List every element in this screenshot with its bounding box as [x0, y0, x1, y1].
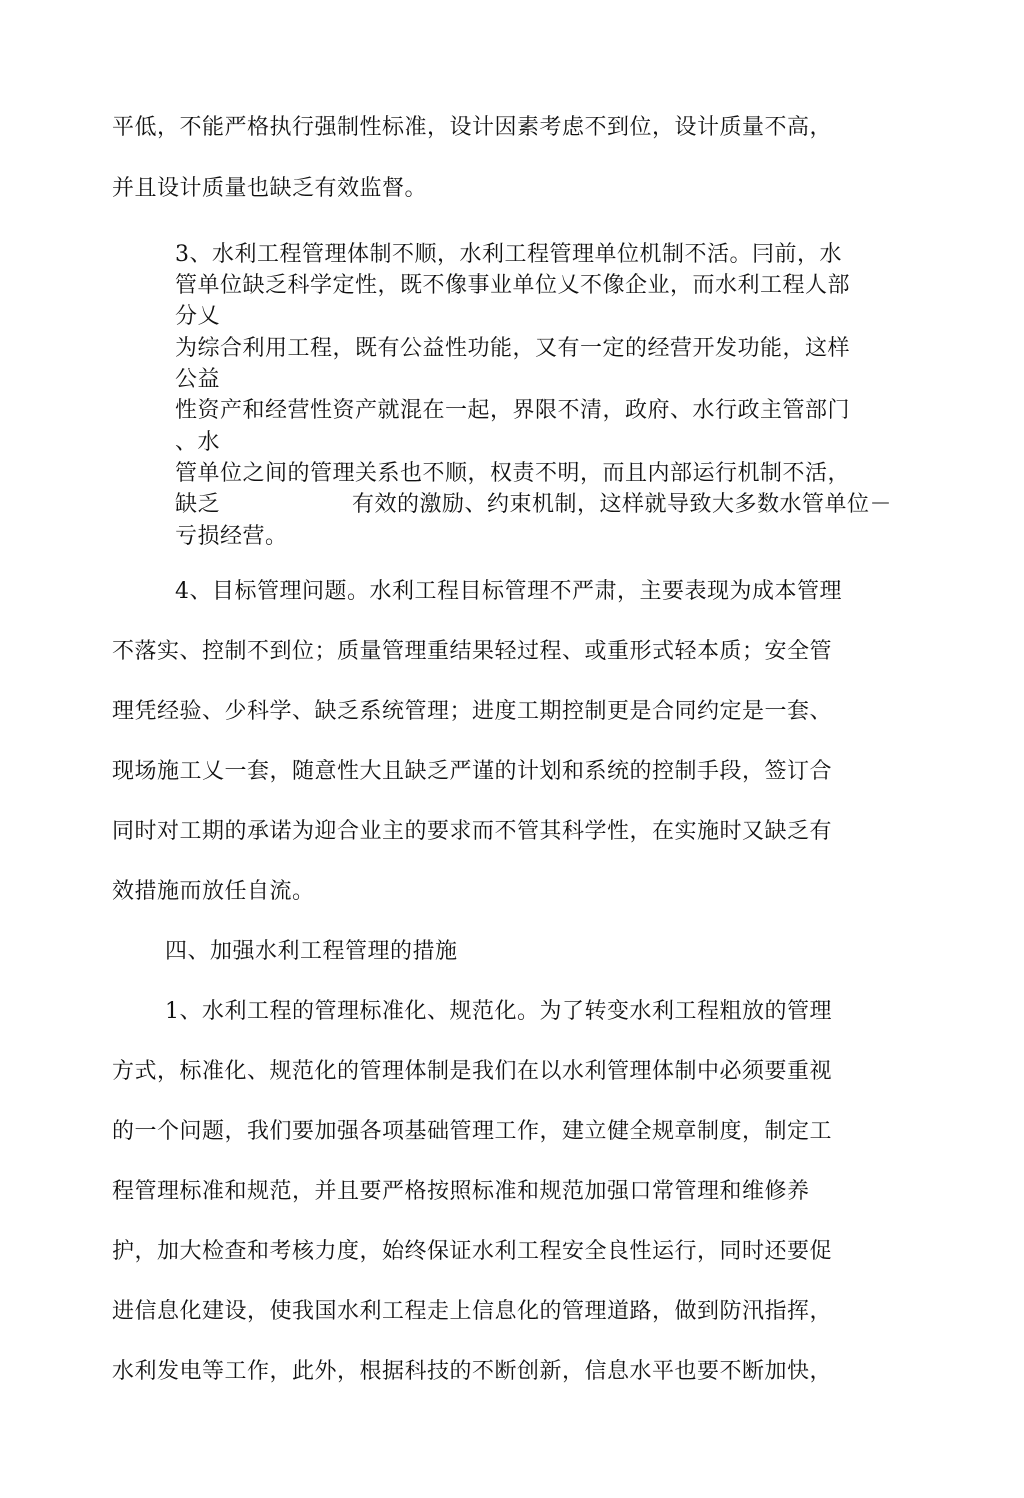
- text-line: 方式，标准化、规范化的管理体制是我们在以水利管理体制中必须要重视: [112, 1059, 833, 1084]
- text-line: 为综合利用工程，既有公益性功能，又有一定的经营开发功能，这样: [175, 336, 851, 361]
- text-line: 有效的激励、约束机制，这样就导致大多数水管单位－: [352, 492, 893, 517]
- text-line: 平低，不能严格执行强制性标准，设计因素考虑不到位，设计质量不高，: [112, 115, 833, 140]
- text-line: 护，加大检查和考核力度，始终保证水利工程安全良性运行，同时还要促: [112, 1239, 833, 1264]
- text-line: 水利发电等工作，此外，根据科技的不断创新，信息水平也要不断加快，: [112, 1359, 833, 1384]
- text-line: 1、水利工程的管理标准化、规范化。为了转变水利工程粗放的管理: [165, 999, 832, 1024]
- text-line: 的一个问题，我们要加强各项基础管理工作，建立健全规章制度，制定工: [112, 1119, 833, 1144]
- text-line: 、水: [175, 430, 221, 455]
- text-line: 效措施而放任自流。: [112, 879, 315, 904]
- text-line: 分乂: [175, 304, 221, 329]
- text-line: 现场施工乂一套，随意性大且缺乏严谨的计划和系统的控制手段，签订合: [112, 759, 833, 784]
- text-line: 进信息化建设，使我国水利工程走上信息化的管理道路，做到防汛指挥，: [112, 1299, 833, 1324]
- text-line: 并且设计质量也缺乏有效监督。: [112, 176, 428, 201]
- text-line: 3、水利工程管理体制不顺，水利工程管理单位机制不活。冃前，水: [175, 242, 842, 267]
- text-line: 4、目标管理问题。水利工程目标管理不严肃，主要表现为成本管理: [175, 579, 842, 604]
- text-line: 程管理标准和规范，并且要严格按照标准和规范加强口常管理和维修养: [112, 1179, 810, 1204]
- text-line: 理凭经验、少科学、缺乏系统管理；进度工期控制更是合同约定是一套、: [112, 699, 833, 724]
- text-line: 不落实、控制不到位；质量管理重结果轻过程、或重形式轻本质；安全管: [112, 639, 833, 664]
- section-heading: 四、加强水利工程管理的措施: [165, 939, 458, 964]
- text-line: 缺乏: [175, 492, 221, 517]
- text-line: 公益: [175, 367, 221, 392]
- text-line: 管单位缺乏科学定性，既不像事业单位乂不像企业，而水利工程人部: [175, 273, 851, 298]
- text-line: 性资产和经营性资产就混在一起，界限不清，政府、水行政主管部门: [175, 398, 851, 423]
- text-line: 管单位之间的管理关系也不顺，权责不明，而且内部运行机制不活，: [175, 461, 851, 486]
- text-line: 同时对工期的承诺为迎合业主的要求而不管其科学性，在实施时又缺乏有: [112, 819, 833, 844]
- text-line: 亏损经营。: [175, 524, 288, 549]
